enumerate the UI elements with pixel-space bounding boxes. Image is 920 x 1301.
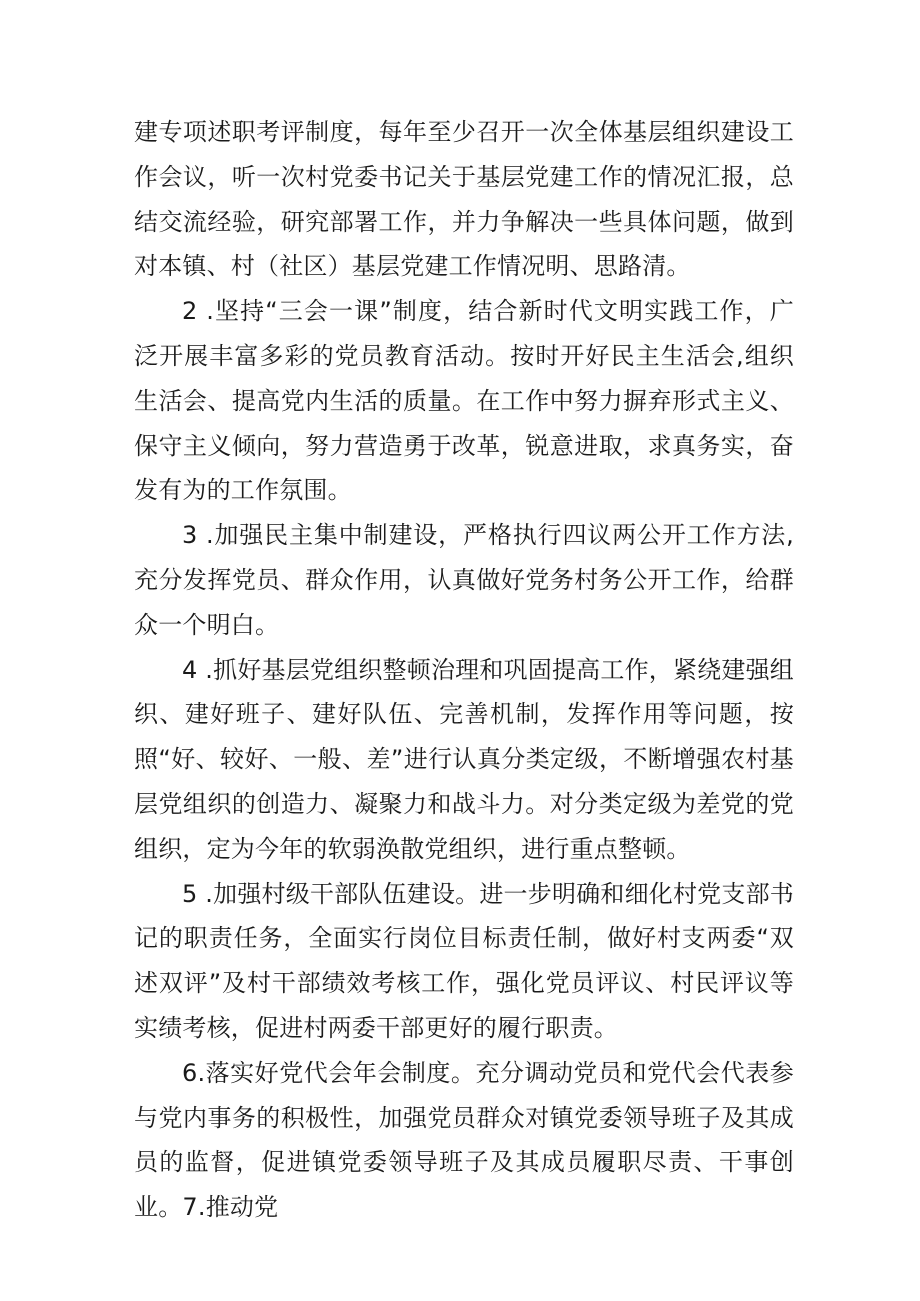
document-body	[134, 110, 794, 1230]
paragraph-continuation: 建专项述职考评制度，每年至少召开一次全体基层组织建设工作会议，听一次村党委书记关于基层党建工作的情况汇报，总结交流经验，研究部署工作，并力争解决一些具体问题，做到对本镇、村（社区）基层党建工作情况明、思路清。	[134, 118, 794, 281]
paragraph-item-4: 4 .抓好基层党组织整顿治理和巩固提高工作，紧绕建强组织、建好班子、建好队伍、完善机制，发挥作用等问题，按照“好、较好、一般、差”进行认真分类定级，不断增强农村基层党组织的创造力、凝聚力和战斗力。对分类定级为差党的党组织，定为今年的软弱涣散党组织，进行重点整顿。	[134, 655, 794, 863]
paragraph-item-3: 3 .加强民主集中制建设，严格执行四议两公开工作方法,充分发挥党员、群众作用，认真做好党务村务公开工作，给群众一个明白。	[134, 521, 794, 639]
paragraph-item-6: 6.落实好党代会年会制度。充分调动党员和党代会代表参与党内事务的积极性，加强党员群众对镇党委领导班子及其成员的监督，促进镇党委领导班子及其成员履职尽责、干事创业。7.推动党	[134, 1058, 794, 1222]
paragraph-item-5: 5 .加强村级干部队伍建设。进一步明确和细化村党支部书记的职责任务，全面实行岗位目标责任制，做好村支两委“双述双评”及村干部绩效考核工作，强化党员评议、村民评议等实绩考核，促进村两委干部更好的履行职责。	[134, 879, 794, 1042]
paragraph-item-2: 2 .坚持“三会一课”制度，结合新时代文明实践工作，广泛开展丰富多彩的党员教育活动。按时开好民主生活会,组织生活会、提高党内生活的质量。在工作中努力摒弃形式主义、保守主义倾向，努力营造勇于改革，锐意进取，求真务实，奋发有为的工作氛围。	[134, 297, 794, 505]
